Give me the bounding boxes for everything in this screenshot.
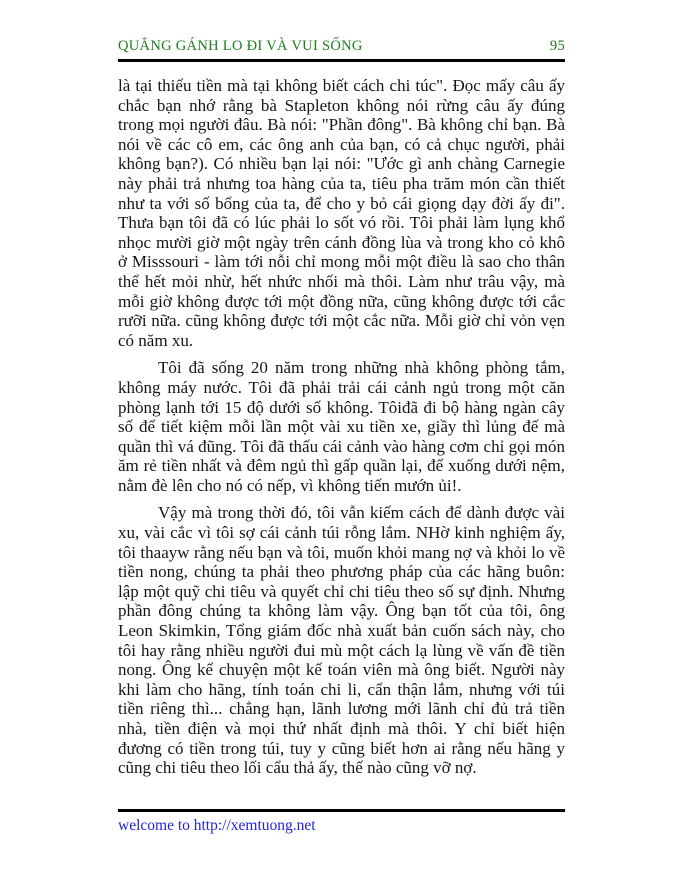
page-body [118, 76, 565, 778]
page-footer [118, 809, 565, 835]
page-number: 95 [549, 38, 565, 54]
footer-link[interactable]: welcome to http://xemtuong.net [118, 817, 316, 834]
body-paragraph: là tại thiếu tiền mà tại không biết cách chi túc". Đọc mấy câu ấy chắc bạn nhớ rằng bà Stapleton không nói rừng câu ấy đúng trong mọi người đâu. Bà nói: "Phần đông". Bà không chỉ bạn. Bà nói về các cô em, các ông anh của bạn, có cả chục người, phải không bạn?). Có nhiều bạn lại nói: "Ước gì anh chàng Carnegie này phải trả nhưng toa hàng của ta, tiêu pha trăm món cần thiết như ta với số bổng của ta, để cho y bỏ cái giọng dạy đời ấy đi". Thưa bạn tôi đã có lúc phải lo sốt vó rồi. Tôi phải làm lụng khổ nhọc mười giờ một ngày trên cánh đồng lùa và trong kho cỏ khô ở Misssouri - làm tới nỗi chỉ mong mỗi một điều là sao cho thân thể hết mỏi nhừ, hết nhức nhối mà thôi. Làm như trâu vậy, mà mỗi giờ không được tới một đồng nữa, cũng không được tới cắc rưỡi nữa. cũng không được tới một cắc nữa. Mỗi giờ chỉ vỏn vẹn có năm xu. [118, 76, 565, 350]
running-title: QUẲNG GÁNH LO ĐI VÀ VUI SỐNG [118, 38, 363, 54]
body-paragraph: Tôi đã sống 20 năm trong những nhà không phòng tắm, không máy nước. Tôi đã phải trải cái cảnh ngủ trong một căn phòng lạnh tới 15 độ dưới số không. Tôiđã đi bộ hàng ngàn cây số để tiết kiệm mỗi lần một vài xu tiền xe, giầy thì lủng đế mà quần thì vá đũng. Tôi đã thấu cái cảnh vào hàng cơm chỉ gọi món ăm rẻ tiền nhất và đêm ngủ thì gấp quần lại, để xuống dưới nệm, nằm đè lên cho nó có nếp, vì không tiến mướn ủi!. [118, 358, 565, 495]
header-rule [118, 59, 565, 62]
text-column [118, 0, 565, 786]
body-paragraph: Vậy mà trong thời đó, tôi vẫn kiếm cách để dành được vài xu, vài cắc vì tôi sợ cái cảnh túi rỗng lắm. NHờ kinh nghiệm ấy, tôi thaayw rằng nếu bạn và tôi, muốn khỏi mang nợ và khỏi lo về tiền nong, chúng ta phải theo phương pháp của các hãng buôn: lập một quỹ chi tiêu và quyết chỉ chi tiêu theo số sự định. Nhưng phần đông chúng ta không làm vậy. Ông bạn tốt của tôi, ông Leon Skimkin, Tổng giám đốc nhà xuất bản cuốn sách này, cho tôi hay rằng nhiều người đui mù một cách lạ lùng về vấn đề tiền nong. Ông kể chuyện một kế toán viên mà ông biết. Người này khi làm cho hãng, tính toán chi li, cẩn thận lắm, nhưng với túi tiền riêng thì... chẳng hạn, lãnh lương mới lãnh chỉ đủ trả tiền nhà, tiền điện và mọi thứ nhất định mà thôi. Y chỉ biết hiện đương có tiền trong túi, tuy y cũng biết hơn ai rằng nếu hãng y cũng chi tiêu theo lối cẩu thả ấy, thế nào cũng vỡ nợ. [118, 503, 565, 778]
footer-rule [118, 809, 565, 812]
page-header [118, 0, 565, 59]
